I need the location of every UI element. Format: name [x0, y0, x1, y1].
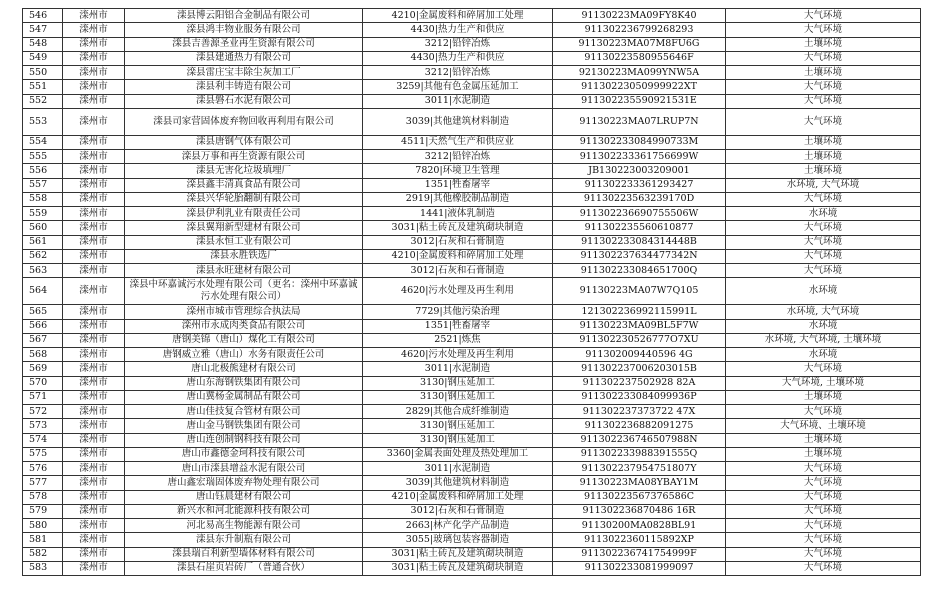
row-number-cell: 575: [23, 447, 63, 461]
credit-code-cell: 911302237954751807Y: [553, 462, 726, 476]
industry-cell: 3012|石灰和石膏制造: [363, 235, 553, 249]
row-number-cell: 569: [23, 362, 63, 376]
row-number-cell: 582: [23, 547, 63, 561]
company-name-cell: 唐山连创制钢科技有限公司: [125, 433, 363, 447]
environment-type-cell: 大气环境: [726, 23, 921, 37]
table-row: [23, 80, 921, 94]
row-number-cell: 548: [23, 37, 63, 51]
city-cell: 滦州市: [63, 504, 125, 518]
city-cell: 滦州市: [63, 235, 125, 249]
environment-type-cell: 水环境: [726, 319, 921, 333]
credit-code-cell: 911302237502928 82A: [553, 376, 726, 390]
row-number-cell: 547: [23, 23, 63, 37]
company-name-cell: 滦县鸿丰物业服务有限公司: [125, 23, 363, 37]
credit-code-cell: 91130223580955646F: [553, 51, 726, 65]
company-name-cell: 滦县万事和再生资源有限公司: [125, 150, 363, 164]
table-row: [23, 23, 921, 37]
environment-type-cell: 大气环境: [726, 108, 921, 135]
credit-code-cell: 911302237373722 47X: [553, 405, 726, 419]
table-row: [23, 390, 921, 404]
row-number-cell: 573: [23, 419, 63, 433]
table-row: [23, 235, 921, 249]
city-cell: 滦州市: [63, 419, 125, 433]
table-row: [23, 476, 921, 490]
company-name-cell: 滦州市城市管理综合执法局: [125, 305, 363, 319]
row-number-cell: 546: [23, 9, 63, 23]
industry-cell: 4620|污水处理及再生利用: [363, 278, 553, 305]
credit-code-cell: 911302236799268293: [553, 23, 726, 37]
table-row: [23, 462, 921, 476]
city-cell: 滦州市: [63, 390, 125, 404]
table-row: [23, 405, 921, 419]
city-cell: 滦州市: [63, 547, 125, 561]
company-name-cell: 唐山鑫宏瑞固体废弃物处理有限公司: [125, 476, 363, 490]
row-number-cell: 571: [23, 390, 63, 404]
row-number-cell: 579: [23, 504, 63, 518]
environment-type-cell: 大气环境: [726, 362, 921, 376]
city-cell: 滦州市: [63, 305, 125, 319]
credit-code-cell: JB130223003209001: [553, 164, 726, 178]
environment-type-cell: 水环境, 大气环境, 土壤环境: [726, 333, 921, 347]
city-cell: 滦州市: [63, 135, 125, 149]
table-row: [23, 164, 921, 178]
city-cell: 滦州市: [63, 348, 125, 362]
row-number-cell: 553: [23, 108, 63, 135]
environment-type-cell: 土壤环境: [726, 135, 921, 149]
environment-type-cell: 大气环境、土壤环境: [726, 419, 921, 433]
row-number-cell: 561: [23, 235, 63, 249]
industry-cell: 4430|热力生产和供应: [363, 51, 553, 65]
credit-code-cell: 911302235590921531E: [553, 94, 726, 108]
table-row: [23, 108, 921, 135]
industry-cell: 4210|金属废料和碎屑加工处理: [363, 9, 553, 23]
credit-code-cell: 121302236992115991L: [553, 305, 726, 319]
industry-cell: 3212|铅锌冶炼: [363, 66, 553, 80]
credit-code-cell: 92130223MA099YNW5A: [553, 66, 726, 80]
credit-code-cell: 911302233988391555Q: [553, 447, 726, 461]
environment-type-cell: 大气环境: [726, 249, 921, 263]
row-number-cell: 574: [23, 433, 63, 447]
company-name-cell: 唐山北极熊建材有限公司: [125, 362, 363, 376]
industry-cell: 2521|炼焦: [363, 333, 553, 347]
environment-type-cell: 土壤环境: [726, 66, 921, 80]
industry-cell: 3360|金属表面处理及热处理加工: [363, 447, 553, 461]
environment-type-cell: 土壤环境: [726, 433, 921, 447]
city-cell: 滦州市: [63, 150, 125, 164]
company-name-cell: 滦县兴华轮胎翻制有限公司: [125, 192, 363, 206]
credit-code-cell: 91130223MA07W7Q105: [553, 278, 726, 305]
company-name-cell: 滦县永胜铁选厂: [125, 249, 363, 263]
city-cell: 滦州市: [63, 207, 125, 221]
company-name-cell: 滦县永旺建材有限公司: [125, 264, 363, 278]
row-number-cell: 566: [23, 319, 63, 333]
company-name-cell: 唐山钰晨建材有限公司: [125, 490, 363, 504]
environment-type-cell: 水环境: [726, 207, 921, 221]
table-row: [23, 9, 921, 23]
industry-cell: 3212|铅锌冶炼: [363, 150, 553, 164]
city-cell: 滦州市: [63, 221, 125, 235]
credit-code-cell: 9113022360115892XP: [553, 533, 726, 547]
city-cell: 滦州市: [63, 37, 125, 51]
row-number-cell: 568: [23, 348, 63, 362]
company-name-cell: 唐山市鑫德金珂科技有限公司: [125, 447, 363, 461]
table-row: [23, 305, 921, 319]
company-name-cell: 唐山佳技复合管材有限公司: [125, 405, 363, 419]
credit-code-cell: 911302237006203015B: [553, 362, 726, 376]
industry-cell: 4430|热力生产和供应: [363, 23, 553, 37]
company-name-cell: 唐钢威立雅（唐山）水务有限责任公司: [125, 348, 363, 362]
table-row: [23, 376, 921, 390]
city-cell: 滦州市: [63, 490, 125, 504]
city-cell: 滦州市: [63, 333, 125, 347]
environment-type-cell: 水环境: [726, 278, 921, 305]
row-number-cell: 558: [23, 192, 63, 206]
environment-type-cell: 大气环境: [726, 221, 921, 235]
credit-code-cell: 911302236690755506W: [553, 207, 726, 221]
environment-type-cell: 土壤环境: [726, 164, 921, 178]
environment-type-cell: 大气环境: [726, 561, 921, 575]
row-number-cell: 551: [23, 80, 63, 94]
city-cell: 滦州市: [63, 51, 125, 65]
row-number-cell: 564: [23, 278, 63, 305]
credit-code-cell: 91130223MA07LRUP7N: [553, 108, 726, 135]
table-row: [23, 221, 921, 235]
table-row: [23, 94, 921, 108]
row-number-cell: 550: [23, 66, 63, 80]
environment-type-cell: 大气环境: [726, 9, 921, 23]
company-name-cell: 滦县建通热力有限公司: [125, 51, 363, 65]
table-row: [23, 249, 921, 263]
environment-type-cell: 大气环境: [726, 94, 921, 108]
row-number-cell: 565: [23, 305, 63, 319]
industry-cell: 4511|天然气生产和供应业: [363, 135, 553, 149]
industry-cell: 3031|粘土砖瓦及建筑砌块制造: [363, 547, 553, 561]
city-cell: 滦州市: [63, 533, 125, 547]
city-cell: 滦州市: [63, 405, 125, 419]
credit-code-cell: 911302233084651700Q: [553, 264, 726, 278]
table-row: [23, 561, 921, 575]
environment-type-cell: 大气环境, 土壤环境: [726, 376, 921, 390]
industry-cell: 3130|钢压延加工: [363, 376, 553, 390]
industry-cell: 3012|石灰和石膏制造: [363, 264, 553, 278]
row-number-cell: 557: [23, 178, 63, 192]
row-number-cell: 581: [23, 533, 63, 547]
table-row: [23, 192, 921, 206]
industry-cell: 4620|污水处理及再生利用: [363, 348, 553, 362]
environment-type-cell: 大气环境: [726, 533, 921, 547]
city-cell: 滦州市: [63, 264, 125, 278]
row-number-cell: 552: [23, 94, 63, 108]
environment-type-cell: 水环境, 大气环境: [726, 178, 921, 192]
row-number-cell: 570: [23, 376, 63, 390]
industry-cell: 4210|金属废料和碎屑加工处理: [363, 249, 553, 263]
table-row: [23, 348, 921, 362]
credit-code-cell: 91130223050999922XT: [553, 80, 726, 94]
table-body: [23, 9, 921, 576]
row-number-cell: 580: [23, 519, 63, 533]
company-name-cell: 滦县鑫丰清真食品有限公司: [125, 178, 363, 192]
row-number-cell: 562: [23, 249, 63, 263]
table-row: [23, 278, 921, 305]
company-name-cell: 滦县利丰铸造有限公司: [125, 80, 363, 94]
row-number-cell: 567: [23, 333, 63, 347]
environment-type-cell: 土壤环境: [726, 390, 921, 404]
table-row: [23, 533, 921, 547]
company-name-cell: 滦县唐钢气体有限公司: [125, 135, 363, 149]
city-cell: 滦州市: [63, 23, 125, 37]
city-cell: 滦州市: [63, 9, 125, 23]
credit-code-cell: 911302235560610877: [553, 221, 726, 235]
credit-code-cell: 911302236741754999F: [553, 547, 726, 561]
company-name-cell: 唐山冀杨金属制品有限公司: [125, 390, 363, 404]
industry-cell: 2829|其他合成纤维制造: [363, 405, 553, 419]
environment-type-cell: 大气环境: [726, 264, 921, 278]
company-name-cell: 滦县翼翔新型建材有限公司: [125, 221, 363, 235]
city-cell: 滦州市: [63, 164, 125, 178]
city-cell: 滦州市: [63, 447, 125, 461]
city-cell: 滦州市: [63, 462, 125, 476]
industry-cell: 3011|水泥制造: [363, 462, 553, 476]
city-cell: 滦州市: [63, 278, 125, 305]
credit-code-cell: 911302230526777O7XU: [553, 333, 726, 347]
environment-type-cell: 大气环境: [726, 490, 921, 504]
industry-cell: 3012|石灰和石膏制造: [363, 504, 553, 518]
row-number-cell: 583: [23, 561, 63, 575]
city-cell: 滦州市: [63, 433, 125, 447]
industry-cell: 7729|其他污染治理: [363, 305, 553, 319]
credit-code-cell: 911302236870486 16R: [553, 504, 726, 518]
row-number-cell: 560: [23, 221, 63, 235]
industry-cell: 7820|环境卫生管理: [363, 164, 553, 178]
environment-type-cell: 土壤环境: [726, 447, 921, 461]
industry-cell: 3031|粘土砖瓦及建筑砌块制造: [363, 561, 553, 575]
city-cell: 滦州市: [63, 519, 125, 533]
industry-cell: 3212|铅锌冶炼: [363, 37, 553, 51]
table-row: [23, 490, 921, 504]
environment-type-cell: 大气环境: [726, 235, 921, 249]
table-row: [23, 504, 921, 518]
credit-code-cell: 91130223MA09BL5F7W: [553, 319, 726, 333]
environment-type-cell: 大气环境: [726, 504, 921, 518]
company-name-cell: 滦县无害化垃圾填埋厂: [125, 164, 363, 178]
credit-code-cell: 91130200MA0828BL91: [553, 519, 726, 533]
credit-code-cell: 911302233361756699W: [553, 150, 726, 164]
credit-code-cell: 91130223MA08YBAY1M: [553, 476, 726, 490]
company-name-cell: 唐钢美锦（唐山）煤化工有限公司: [125, 333, 363, 347]
company-name-cell: 河北易高生物能源有限公司: [125, 519, 363, 533]
company-name-cell: 新兴水和河北能源科技有限公司: [125, 504, 363, 518]
environment-type-cell: 大气环境: [726, 80, 921, 94]
industry-cell: 3130|钢压延加工: [363, 433, 553, 447]
company-name-cell: 滦县吉善源圣业再生资源有限公司: [125, 37, 363, 51]
city-cell: 滦州市: [63, 66, 125, 80]
credit-code-cell: 911302233084990733M: [553, 135, 726, 149]
row-number-cell: 556: [23, 164, 63, 178]
industry-cell: 3130|钢压延加工: [363, 419, 553, 433]
city-cell: 滦州市: [63, 80, 125, 94]
city-cell: 滦州市: [63, 376, 125, 390]
city-cell: 滦州市: [63, 108, 125, 135]
credit-code-cell: 911302233084314448B: [553, 235, 726, 249]
city-cell: 滦州市: [63, 249, 125, 263]
row-number-cell: 572: [23, 405, 63, 419]
credit-code-cell: 911302237634477342N: [553, 249, 726, 263]
company-name-cell: 滦县石崖页岩砖厂（普通合伙）: [125, 561, 363, 575]
city-cell: 滦州市: [63, 561, 125, 575]
credit-code-cell: 91130223563239170D: [553, 192, 726, 206]
industry-cell: 3130|钢压延加工: [363, 390, 553, 404]
city-cell: 滦州市: [63, 362, 125, 376]
credit-code-cell: 911302233084099936P: [553, 390, 726, 404]
table-row: [23, 51, 921, 65]
credit-code-cell: 91130223567376586C: [553, 490, 726, 504]
table-row: [23, 66, 921, 80]
industry-cell: 3055|玻璃包装容器制造: [363, 533, 553, 547]
table-row: [23, 150, 921, 164]
company-name-cell: 唐山东海钢铁集团有限公司: [125, 376, 363, 390]
company-name-cell: 滦州市永成肉类食品有限公司: [125, 319, 363, 333]
company-name-cell: 滦县磐石水泥有限公司: [125, 94, 363, 108]
row-number-cell: 577: [23, 476, 63, 490]
table-row: [23, 37, 921, 51]
row-number-cell: 554: [23, 135, 63, 149]
table-row: [23, 547, 921, 561]
row-number-cell: 578: [23, 490, 63, 504]
enterprise-registry-table: [22, 8, 921, 576]
environment-type-cell: 土壤环境: [726, 37, 921, 51]
environment-type-cell: 大气环境: [726, 547, 921, 561]
environment-type-cell: 水环境: [726, 348, 921, 362]
city-cell: 滦州市: [63, 476, 125, 490]
table-row: [23, 264, 921, 278]
table-row: [23, 433, 921, 447]
environment-type-cell: 大气环境: [726, 51, 921, 65]
row-number-cell: 563: [23, 264, 63, 278]
city-cell: 滦州市: [63, 192, 125, 206]
credit-code-cell: 91130223MA09FY8K40: [553, 9, 726, 23]
row-number-cell: 555: [23, 150, 63, 164]
table-row: [23, 178, 921, 192]
table-row: [23, 135, 921, 149]
industry-cell: 1351|牲畜屠宰: [363, 319, 553, 333]
credit-code-cell: 911302236882091275: [553, 419, 726, 433]
credit-code-cell: 911302233361293427: [553, 178, 726, 192]
company-name-cell: 滦县伊利乳业有限责任公司: [125, 207, 363, 221]
table-row: [23, 419, 921, 433]
row-number-cell: 549: [23, 51, 63, 65]
table-row: [23, 207, 921, 221]
environment-type-cell: 大气环境: [726, 405, 921, 419]
city-cell: 滦州市: [63, 94, 125, 108]
company-name-cell: 滦县中环嘉诚污水处理有限公司（更名：滦州中环嘉诚污水处理有限公司）: [125, 278, 363, 305]
environment-type-cell: 大气环境: [726, 476, 921, 490]
company-name-cell: 唐山市滦县增益水泥有限公司: [125, 462, 363, 476]
industry-cell: 3011|水泥制造: [363, 94, 553, 108]
table-row: [23, 333, 921, 347]
industry-cell: 3039|其他建筑材料制造: [363, 476, 553, 490]
credit-code-cell: 911302233081999097: [553, 561, 726, 575]
table-row: [23, 362, 921, 376]
industry-cell: 3031|粘土砖瓦及建筑砌块制造: [363, 221, 553, 235]
credit-code-cell: 911302009440596 4G: [553, 348, 726, 362]
company-name-cell: 滦县东升制瓶有限公司: [125, 533, 363, 547]
industry-cell: 1441|液体乳制造: [363, 207, 553, 221]
credit-code-cell: 911302236746507988N: [553, 433, 726, 447]
credit-code-cell: 91130223MA07M8FU6G: [553, 37, 726, 51]
industry-cell: 3259|其他有色金属压延加工: [363, 80, 553, 94]
company-name-cell: 唐山金马钢铁集团有限公司: [125, 419, 363, 433]
company-name-cell: 滦县瑞百利新型墙体材料有限公司: [125, 547, 363, 561]
environment-type-cell: 水环境, 大气环境: [726, 305, 921, 319]
industry-cell: 3011|水泥制造: [363, 362, 553, 376]
industry-cell: 2919|其他橡胶制品制造: [363, 192, 553, 206]
industry-cell: 4210|金属废料和碎屑加工处理: [363, 490, 553, 504]
industry-cell: 1351|牲畜屠宰: [363, 178, 553, 192]
environment-type-cell: 大气环境: [726, 462, 921, 476]
industry-cell: 2663|林产化学产品制造: [363, 519, 553, 533]
city-cell: 滦州市: [63, 178, 125, 192]
environment-type-cell: 大气环境: [726, 519, 921, 533]
table-row: [23, 319, 921, 333]
company-name-cell: 滦县永恒工业有限公司: [125, 235, 363, 249]
company-name-cell: 滦县司家营固体废弃物回收再利用有限公司: [125, 108, 363, 135]
environment-type-cell: 大气环境: [726, 192, 921, 206]
table-row: [23, 447, 921, 461]
row-number-cell: 576: [23, 462, 63, 476]
environment-type-cell: 土壤环境: [726, 150, 921, 164]
company-name-cell: 滦县博云阳铝合金制品有限公司: [125, 9, 363, 23]
industry-cell: 3039|其他建筑材料制造: [363, 108, 553, 135]
table-row: [23, 519, 921, 533]
company-name-cell: 滦县雷庄宝丰除尘灰加工厂: [125, 66, 363, 80]
row-number-cell: 559: [23, 207, 63, 221]
city-cell: 滦州市: [63, 319, 125, 333]
